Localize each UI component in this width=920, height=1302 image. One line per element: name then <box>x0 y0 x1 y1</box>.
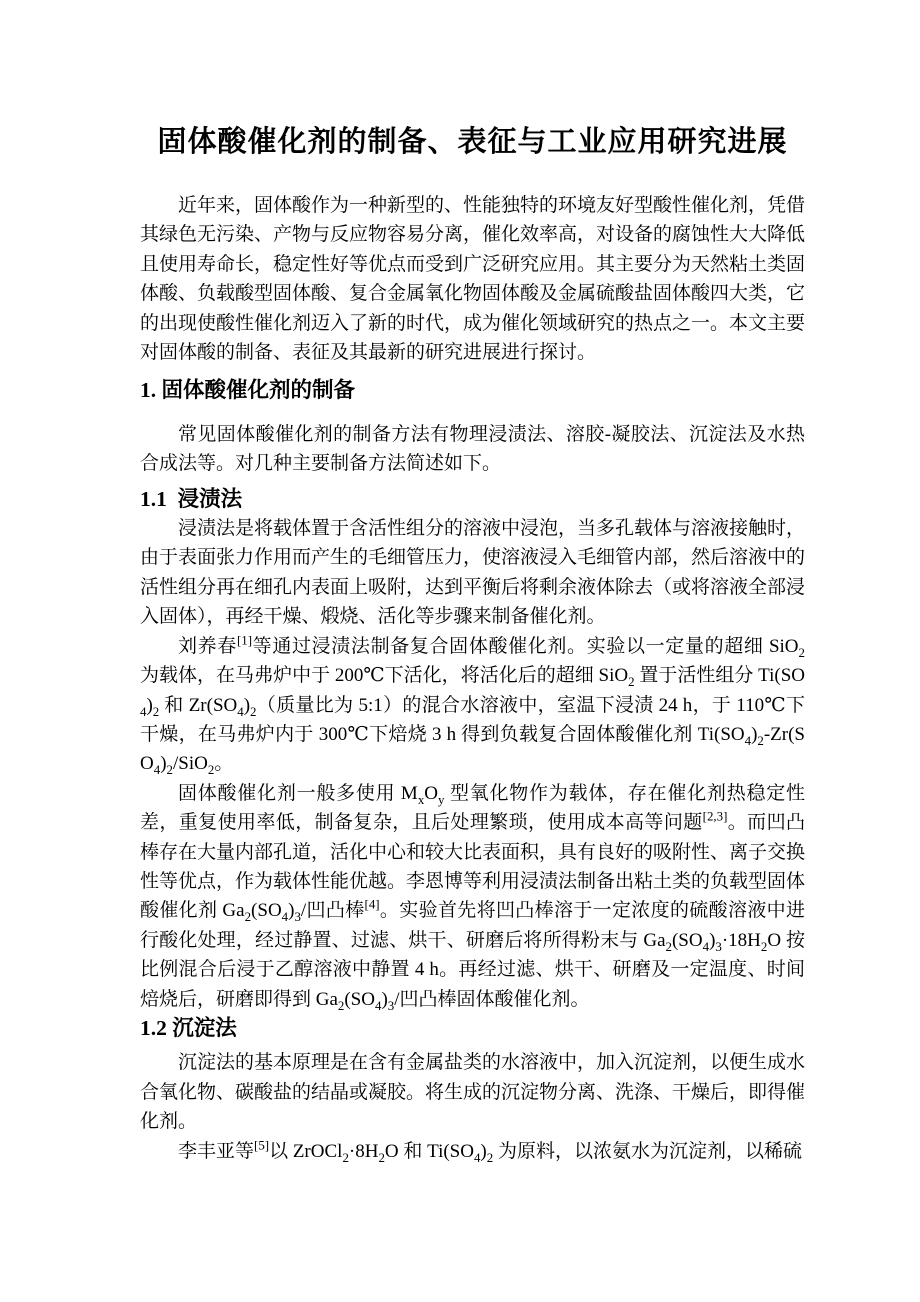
paragraph-impregnation-example-attapulgite: 固体酸催化剂一般多使用 $M_xO_y$ 型氧化物作为载体，存在催化剂热稳定性差，重复使用率低，制备复杂，且后处理繁琐，使用成本高等问题[2,3]。而凹凸棒存在大量内部孔道，活化中心和较大比表面积，具有良好的吸附性、离子交换性等优点，作为载体性能优越。李恩博等利用浸渍法制备出粘土类的负载型固体酸催化剂 $Ga_2(SO_4)_3/$凹凸棒[4]。实验首先将凹凸棒溶于一定浓度的硫酸溶液中进行酸化处理，经过静置、过滤、烘干、研磨后将所得粉末与 $Ga_2(SO_4)_3\cdot 18H_2O$ 按比例混合后浸于乙醇溶液中静置 4 h。再经过滤、烘干、研磨及一定温度、时间焙烧后，研磨即得到 $Ga_2(SO_4)_3/$凹凸棒固体酸催化剂。 <box>140 782 806 1013</box>
heading-section-1-2: 1.2 沉淀法 <box>140 1015 237 1040</box>
paragraph-impregnation-example-liu: 刘养春[1]等通过浸渍法制备复合固体酸催化剂。实验以一定量的超细 SiO$_2$ 为载体，在马弗炉中于 200℃下活化，将活化后的超细 SiO$_2$ 置于活性组分 $Ti(SO_4)_2$ 和 $Zr(SO_4)_2$（质量比为 5:1）的混合水溶液中，室温下浸渍 24 h，于 110℃下干燥，在马弗炉内于 300℃下焙烧 3 h 得到负载复合固体酸催化剂 $Ti(SO_4)_2-Zr(SO_4)_2/SiO_2$。 <box>140 632 805 778</box>
paragraph-precipitation-principle: 沉淀法的基本原理是在含有金属盐类的水溶液中，加入沉淀剂，以便生成水合氧化物、碳酸盐的结晶或凝胶。将生成的沉淀物分离、洗涤、干燥后，即得催化剂。 <box>140 1052 806 1133</box>
heading-section-1-1: 1.1 浸渍法 <box>140 486 243 511</box>
document-title: 固体酸催化剂的制备、表征与工业应用研究进展 <box>157 126 788 158</box>
paragraph-precipitation-example-li: 李丰亚等[5]以 $ZrOCl_2\cdot 8H_2O$ 和 $Ti(SO_4)_2$ 为原料，以浓氨水为沉淀剂，以稀硫 <box>178 1137 802 1165</box>
paragraph-impregnation-principle: 浸渍法是将载体置于含活性组分的溶液中浸泡，当多孔载体与溶液接触时，由于表面张力作用而产生的毛细管压力，使溶液浸入毛细管内部，然后溶液中的活性组分再在细孔内表面上吸附，达到平衡后将剩余液体除去（或将溶液全部浸入固体），再经干燥、煅烧、活化等步骤来制备催化剂。 <box>140 518 806 628</box>
heading-section-1: 1. 固体酸催化剂的制备 <box>140 378 356 403</box>
paragraph-intro: 近年来，固体酸作为一种新型的、性能独特的环境友好型酸性催化剂，凭借其绿色无污染、产物与反应物容易分离，催化效率高，对设备的腐蚀性大大降低且使用寿命长，稳定性好等优点而受到广泛研究应用。其主要分为天然粘土类固体酸、负载酸型固体酸、复合金属氧化物固体酸及金属硫酸盐固体酸四大类，它的出现使酸性催化剂迈入了新的时代，成为催化领域研究的热点之一。本文主要对固体酸的制备、表征及其最新的研究进展进行探讨。 <box>140 195 806 364</box>
paragraph-preparation-overview: 常见固体酸催化剂的制备方法有物理浸渍法、溶胶-凝胶法、沉淀法及水热合成法等。对几种主要制备方法简述如下。 <box>140 423 805 475</box>
